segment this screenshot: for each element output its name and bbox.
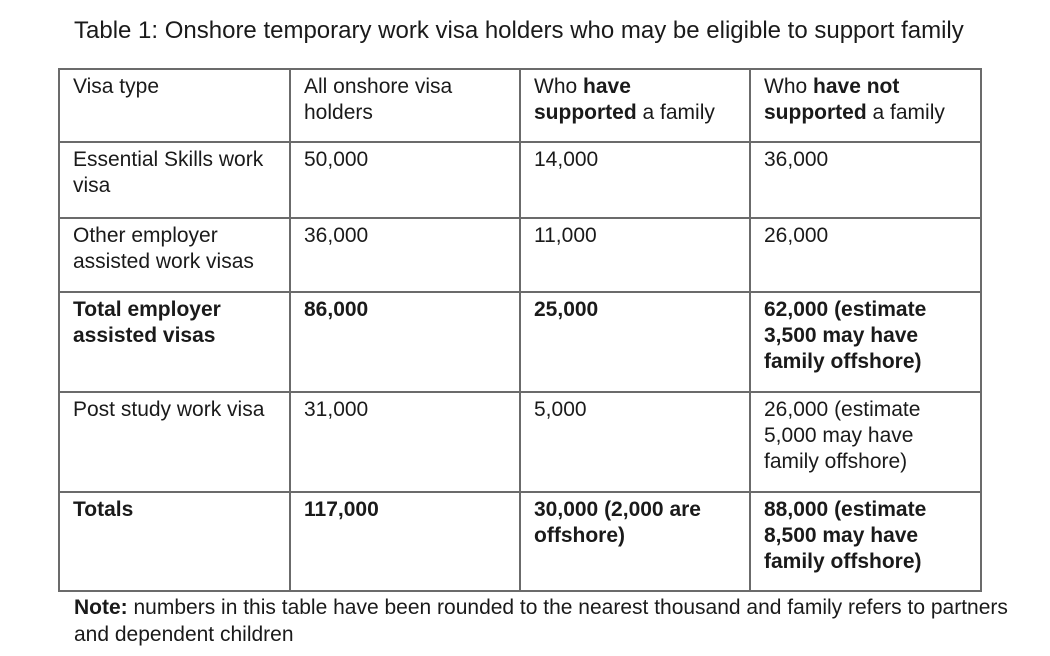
cell-visa-type: Other employer assisted work visas: [59, 218, 290, 292]
table-row: [59, 142, 981, 218]
header-supported-bold: have supported: [534, 75, 637, 124]
table-row: [59, 218, 981, 292]
cell-visa-type: Totals: [59, 492, 290, 591]
visa-holders-table: [58, 68, 982, 592]
header-supported-pre: Who: [534, 75, 584, 98]
cell-not-supported: 36,000: [750, 142, 981, 218]
cell-visa-type: Essential Skills work visa: [59, 142, 290, 218]
cell-supported: 5,000: [520, 392, 750, 492]
cell-supported: 14,000: [520, 142, 750, 218]
cell-not-supported: 88,000 (estimate 8,500 may have family offshore): [750, 492, 981, 591]
cell-supported: 25,000: [520, 292, 750, 392]
cell-supported: 11,000: [520, 218, 750, 292]
note-label: Note:: [74, 596, 128, 619]
cell-supported: 30,000 (2,000 are offshore): [520, 492, 750, 591]
cell-visa-type: Total employer assisted visas: [59, 292, 290, 392]
table-note: [74, 594, 1034, 648]
header-supported-post: a family: [636, 101, 715, 124]
cell-not-supported: 26,000: [750, 218, 981, 292]
cell-all-onshore: 117,000: [290, 492, 520, 591]
table-header-row: [59, 69, 981, 142]
cell-all-onshore: 50,000: [290, 142, 520, 218]
header-not-supported-bold: have not supported: [764, 75, 900, 124]
cell-all-onshore: 36,000: [290, 218, 520, 292]
cell-all-onshore: 86,000: [290, 292, 520, 392]
cell-not-supported: 62,000 (estimate 3,500 may have family offshore): [750, 292, 981, 392]
table-row-subtotal: [59, 292, 981, 392]
table-caption: Table 1: Onshore temporary work visa holders who may be eligible to support family: [74, 17, 964, 44]
header-not-supported-post: a family: [866, 101, 945, 124]
cell-visa-type: Post study work visa: [59, 392, 290, 492]
header-supported: [520, 69, 750, 142]
cell-not-supported: 26,000 (estimate 5,000 may have family offshore): [750, 392, 981, 492]
table-row: [59, 392, 981, 492]
cell-all-onshore: 31,000: [290, 392, 520, 492]
header-all-onshore: All onshore visa holders: [290, 69, 520, 142]
header-visa-type: Visa type: [59, 69, 290, 142]
table-row-totals: [59, 492, 981, 591]
header-not-supported-pre: Who: [764, 75, 814, 98]
note-text: numbers in this table have been rounded to the nearest thousand and family refers to partners and dependent children: [74, 596, 1008, 646]
header-not-supported: [750, 69, 981, 142]
